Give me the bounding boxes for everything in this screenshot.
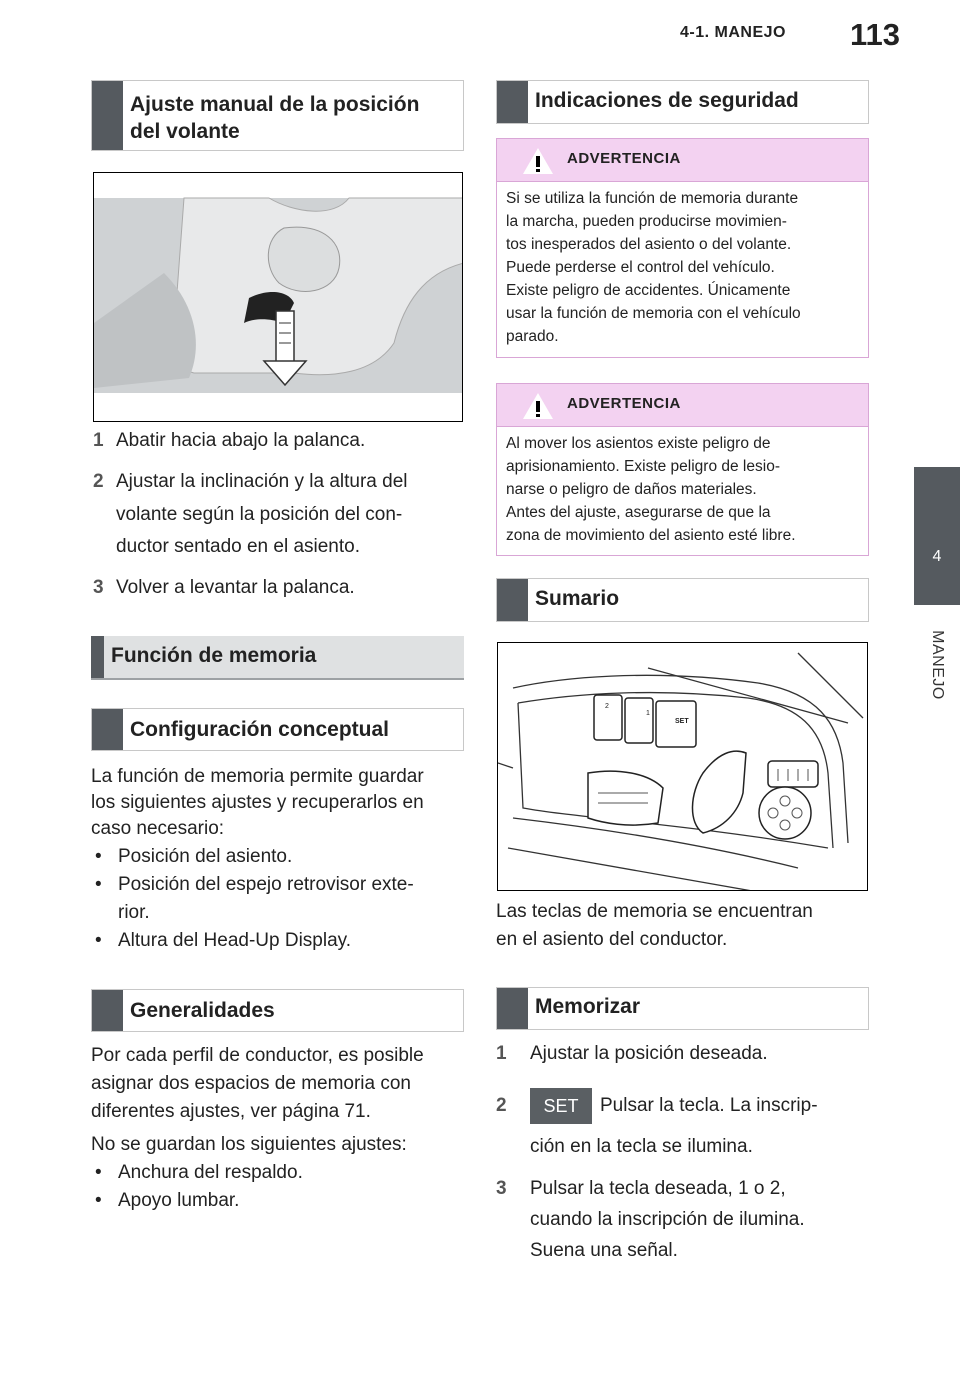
mem-step-3-line-3: Suena una señal. [530,1240,678,1261]
config-para-line-3: caso necesario: [91,818,225,839]
config-para-line-2: los siguientes ajustes y recuperarlos en [91,792,424,813]
warning-title: ADVERTENCIA [567,395,681,412]
heading-memorizar: Memorizar [496,987,869,1030]
step-2-line-2: volante según la posición del con- [116,504,403,525]
warning-text: Al mover los asientos existe peligro de aprisionamiento. Existe peligro de lesio- narse o peligro de daños materiales. Antes del ajuste, asegurarse de que la zona de movimiento del asiento esté libre. [506,435,796,544]
step-2: 2 Ajustar la inclinación y la altura del [93,471,408,492]
sumario-para-line-1: Las teclas de memoria se encuentran [496,901,813,922]
chapter-number: 4 [932,548,942,565]
config-bullet-3: • Altura del Head-Up Display. [95,930,352,951]
heading-indicaciones-seguridad: Indicaciones de seguridad [496,80,869,124]
warning-box-2 [496,383,869,556]
config-bullet-2-cont: rior. [118,902,150,923]
warning-triangle-icon [521,146,555,176]
config-bullet-1: • Posición del asiento. [95,846,293,867]
heading-sumario: Sumario [496,578,869,622]
mem-step-1: 1 Ajustar la posición deseada. [496,1043,768,1064]
memory-key-1-label: 1 [646,710,650,717]
warning-text: Si se utiliza la función de memoria durante la marcha, pueden producirse movimien- tos inesperados del asiento o del volante. Puede perderse el control del vehículo. Existe peligro de accidentes. Únicamente usar la función de memoria con el vehículo parado. [506,190,801,345]
no-guardan-text: No se guardan los siguientes ajustes: [91,1134,407,1155]
warning-title: ADVERTENCIA [567,150,681,167]
no-guardan-bullet-1: • Anchura del respaldo. [95,1162,303,1183]
no-guardan-bullet-2: • Apoyo lumbar. [95,1190,240,1211]
chapter-label: MANEJO [929,630,946,700]
step-2-line-3: ductor sentado en el asiento. [116,536,361,557]
heading-funcion-memoria: Función de memoria [91,636,464,680]
set-key-label: SET [675,718,689,725]
warning-triangle-icon [521,391,555,421]
sumario-para-line-2: en el asiento del conductor. [496,929,728,950]
steering-lever-illustration [93,172,463,422]
heading-configuracion: Configuración conceptual [91,708,464,751]
page-number: 113 [850,17,901,52]
mem-step-2-line-2: ción en la tecla se ilumina. [530,1136,753,1157]
set-key-symbol: SET [530,1088,592,1124]
gen-para-line-3: diferentes ajustes, ver página 71. [91,1101,371,1122]
step-1: 1 Abatir hacia abajo la palanca. [93,430,366,451]
config-para-line-1: La función de memoria permite guardar [91,766,424,787]
chapter-tab [914,467,960,605]
mem-step-3-line-2: cuando la inscripción de ilumina. [530,1209,805,1230]
running-header: 4-1. MANEJO [680,24,786,41]
step-3: 3 Volver a levantar la palanca. [93,577,355,598]
warning-box-1 [496,138,869,358]
gen-para-line-1: Por cada perfil de conductor, es posible [91,1045,424,1066]
heading-ajuste-volante: Ajuste manual de la posición del volante [91,80,464,151]
mem-step-2: 2 SET Pulsar la tecla. La inscrip- [496,1088,818,1124]
memory-key-2-label: 2 [605,703,609,710]
config-bullet-2: • Posición del espejo retrovisor exte- [95,874,414,895]
mem-step-3: 3 Pulsar la tecla deseada, 1 o 2, [496,1178,786,1199]
gen-para-line-2: asignar dos espacios de memoria con [91,1073,412,1094]
seat-memory-buttons-illustration [497,642,868,891]
heading-generalidades: Generalidades [91,989,464,1032]
